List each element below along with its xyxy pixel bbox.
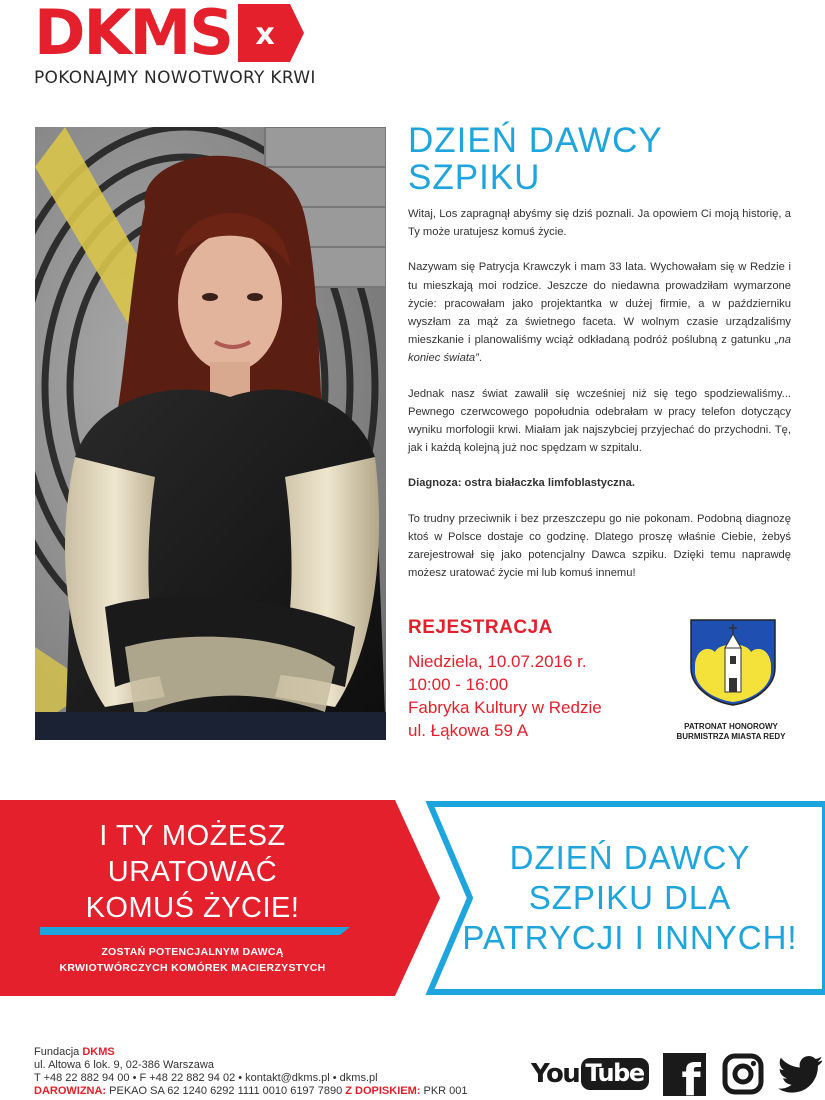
facebook-icon[interactable]: f [663,1053,706,1096]
footer-address: ul. Altowa 6 lok. 9, 02-386 Warszawa [34,1059,214,1071]
paragraph-diagnosis: Diagnoza: ostra białaczka limfoblastyczna. [408,477,635,490]
dkms-logo [34,0,304,69]
logo-x-mark-icon [238,4,304,62]
paragraph-diagnosis-story: Jednak nasz świat zawalił się wcześniej niż się tego spodziewaliśmy... Pewnego czerwcowego popołudnia odebrałam w pracy telefon dotyczący wyniku morfologii krwi. Miałam jak najszybciej przyjechać do przychodni. Tę, jak i każdą kolejną już noc spędzam w szpitalu. [408,387,791,455]
page-title [408,122,808,196]
registration-date: Niedziela, 10.07.2016 r. [408,652,587,671]
headline-line-2: SZPIKU [408,158,541,197]
paragraph-appeal: To trudny przeciwnik i bez przeszczepu go nie pokonam. Podobną diagnozę ktoś w Polsce dostaje co godzinę. Dlatego proszę właśnie Ciebie, żebyś zarejestrował się jako potencjalny Dawca szpiku. Dzięki temu naprawdę możesz uratować życie mi lub komuś innemu! [408,512,791,580]
paragraph-story-text: Nazywam się Patrycja Krawczyk i mam 33 lata. Wychowałam się w Redzie i tu mieszkają moi rodzice. Jeszcze do niedawna prowadziłam wymarzone życie: pracowałam jako projektantka w dużej firmie, a w październiku wyszłam za mąż za świetnego faceta. W wolnym czasie urządzaliśmy mieszkanie i planowaliśmy wciąż odkładaną podróż poślubną z gatunku [408,261,791,347]
event-title-line-3: PATRYCJI I INNYCH! [462,919,798,956]
footer-org: Fundacja DKMS [34,1046,115,1058]
subtitle-line-2: KRWIOTWÓRCZYCH KOMÓREK MACIERZYSTYCH [59,962,326,974]
banner-event-title [460,838,800,958]
banner-subtitle [40,944,345,976]
banner-slogan [40,818,345,926]
subtitle-line-1: ZOSTAŃ POTENCJALNYM DAWCĄ [101,946,284,958]
registration-place: Fabryka Kultury w Redzie [408,698,602,717]
paragraph-story: Nazywam się Patrycja Krawczyk i mam 33 lata. Wychowałam się w Redzie i tu mieszkają moi rodzice. Jeszcze do niedawna prowadziłam wymarzone życie: pracowałam jako projektantka w dużej firmie, a w październiku wyszłam za mąż za świetnego faceta. W wolnym czasie urządzaliśmy mieszkanie i planowaliśmy wciąż odkładaną podróż poślubną z gatunku „na koniec świata”. [408,261,791,365]
social-links [531,1052,822,1096]
twitter-icon[interactable] [778,1055,822,1093]
event-title-line-1: DZIEŃ DAWCY [509,839,751,876]
slogan-line-1: I TY MOŻESZ [99,820,286,852]
headline-line-1: DZIEŃ DAWCY [408,121,663,160]
registration-address: ul. Łąkowa 59 A [408,721,529,740]
youtube-icon[interactable]: You Tube [531,1058,649,1090]
portrait-photo [35,127,386,740]
tagline: POKONAJMY NOWOTWORY KRWI [34,68,316,88]
event-title-line-2: SZPIKU DLA [528,879,732,916]
registration-time: 10:00 - 16:00 [408,675,509,694]
registration-details [408,650,602,742]
coat-of-arms-icon [689,618,777,706]
paragraph-intro: Witaj, Los zapragnął abyśmy się dziś poznali. Ja opowiem Ci moją historię, a Ty może uratujesz komuś życie. [408,208,791,239]
slogan-line-3: KOMUŚ ŻYCIE! [85,892,300,924]
footer-donation: DAROWIZNA: PEKAO SA 62 1240 6292 1111 0010 6197 7890 Z DOPISKIEM: PKR 001 [34,1085,468,1097]
footer-contact-line: T +48 22 882 94 00 • F +48 22 882 94 02 • kontakt@dkms.pl • dkms.pl [34,1072,378,1084]
article-body [408,205,791,599]
logo-text: DKMS [34,0,232,69]
footer-org-name: DKMS [82,1046,115,1058]
slogan-line-2: URATOWAĆ [107,856,278,888]
svg-text:x: x [255,17,275,52]
quote-text: „na koniec świata” [408,334,791,365]
patronage-line-1: PATRONAT HONOROWY [684,722,778,731]
instagram-icon[interactable] [722,1053,764,1095]
footer-contact [34,1046,468,1098]
patronage-note [662,722,800,742]
registration-title: REJESTRACJA [408,617,553,638]
patronage-line-2: BURMISTRZA MIASTA REDY [676,732,786,741]
